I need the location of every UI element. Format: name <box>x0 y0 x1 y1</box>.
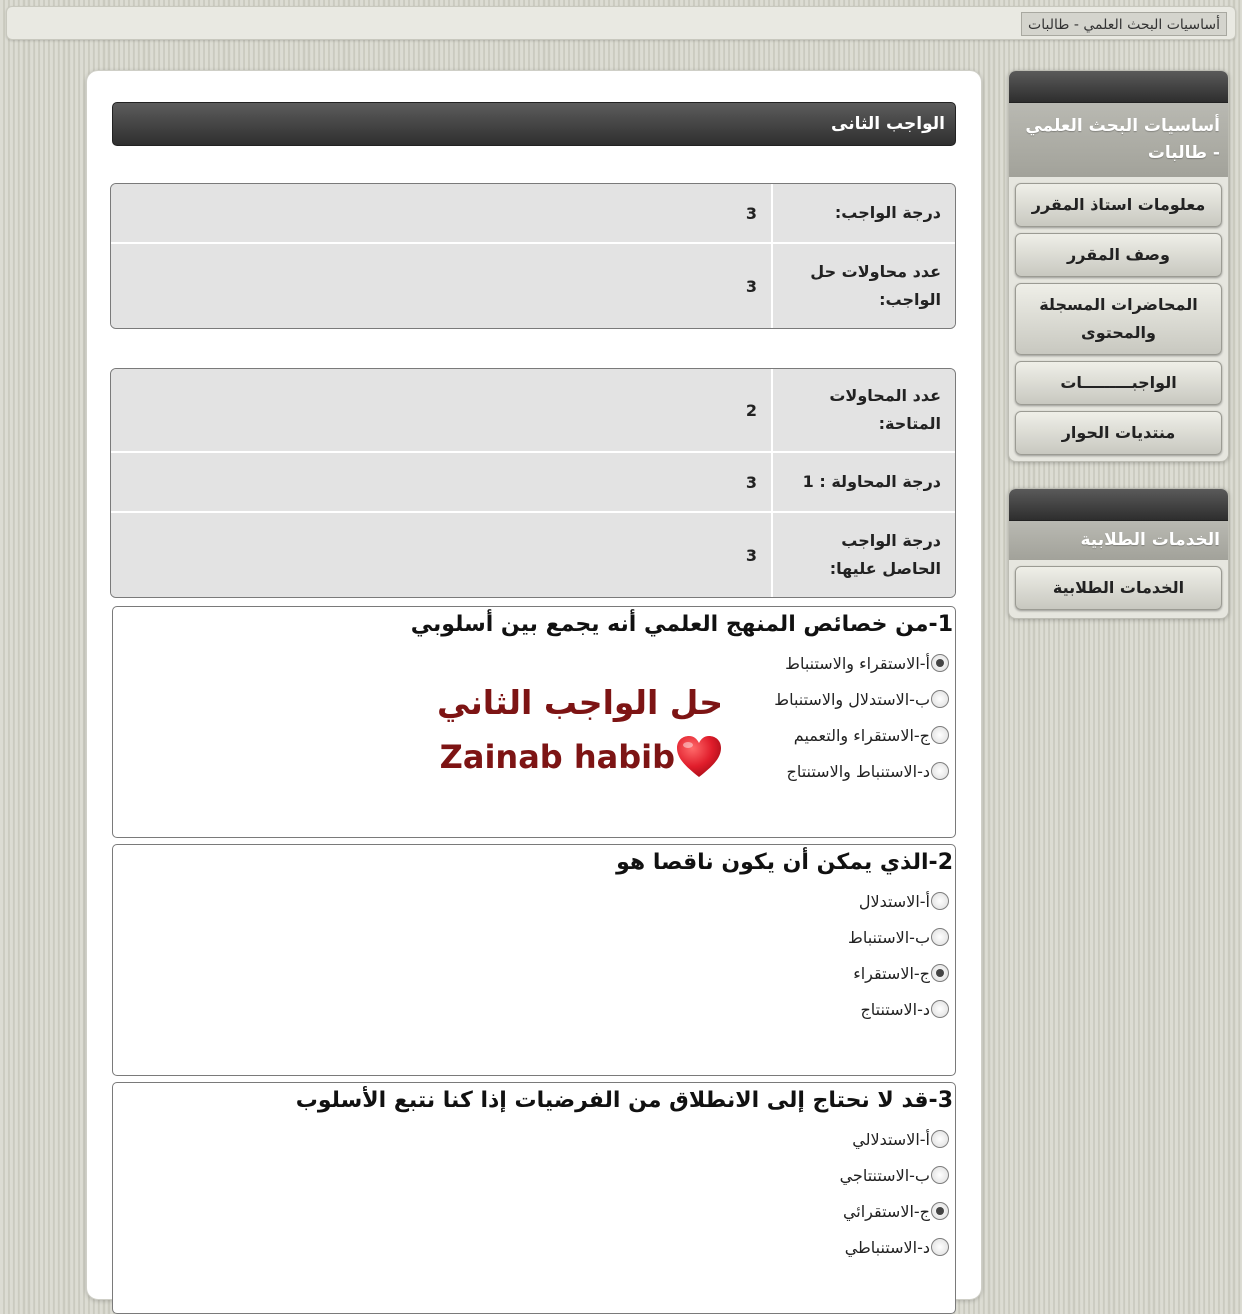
radio-button[interactable] <box>931 654 949 672</box>
radio-button[interactable] <box>931 1238 949 1256</box>
option-label: د-الاستنباط والاستنتاج <box>786 761 930 781</box>
question-3 <box>112 1082 956 1314</box>
sidebar-course-title: أساسيات البحث العلمي - طالبات <box>1009 103 1228 177</box>
option-2d[interactable] <box>113 991 955 1027</box>
table-row <box>111 369 955 453</box>
options-group <box>113 1117 955 1265</box>
sidebar-header-bar <box>1009 71 1228 103</box>
question-text: 2-الذي يمكن أن يكون ناقصا هو <box>616 850 953 875</box>
main-panel <box>86 70 982 1300</box>
sidebar-course-menu <box>1008 70 1229 462</box>
sidebar-services-title: الخدمات الطلابية <box>1009 521 1228 560</box>
options-group <box>113 879 955 1027</box>
page-title: الواجب الثانى <box>112 102 956 146</box>
watermark-author <box>423 731 723 783</box>
radio-button[interactable] <box>931 1000 949 1018</box>
radio-button[interactable] <box>931 928 949 946</box>
option-label: ج-الاستقرائي <box>842 1201 930 1221</box>
top-bar <box>6 6 1236 40</box>
attempts-allowed-label: عدد محاولات حل الواجب: <box>771 244 955 328</box>
table-row <box>111 513 955 597</box>
table-row <box>111 184 955 244</box>
attempts-allowed-value: 3 <box>111 244 771 328</box>
option-label: أ-الاستدلال <box>858 891 930 911</box>
radio-button[interactable] <box>931 964 949 982</box>
option-label: ب-الاستنباط <box>848 927 930 947</box>
obtained-grade-value: 3 <box>111 513 771 597</box>
table-row <box>111 244 955 328</box>
option-label: ب-الاستدلال والاستنباط <box>774 689 930 709</box>
table-row <box>111 453 955 513</box>
assignment-grade-label: درجة الواجب: <box>771 184 955 244</box>
question-text: 1-من خصائص المنهج العلمي أنه يجمع بين أسلوبي <box>410 612 953 637</box>
question-1 <box>112 606 956 838</box>
watermark-title: حل الواجب الثاني <box>437 683 723 722</box>
option-2a[interactable] <box>113 883 955 919</box>
question-2 <box>112 844 956 1076</box>
attempts-remaining-value: 2 <box>111 369 771 453</box>
option-label: أ-الاستقراء والاستنباط <box>785 653 930 673</box>
attempt-info-table <box>110 368 956 598</box>
option-label: ب-الاستنتاجي <box>839 1165 930 1185</box>
sidebar-item-course-description[interactable]: وصف المقرر <box>1015 233 1222 277</box>
option-2c[interactable] <box>113 955 955 991</box>
sidebar-item-assignments[interactable]: الواجبـــــــــات <box>1015 361 1222 405</box>
obtained-grade-label: درجة الواجب الحاصل عليها: <box>771 513 955 597</box>
option-2b[interactable] <box>113 919 955 955</box>
radio-button[interactable] <box>931 1130 949 1148</box>
radio-button[interactable] <box>931 690 949 708</box>
option-3a[interactable] <box>113 1121 955 1157</box>
option-label: ج-الاستقراء والتعميم <box>793 725 930 745</box>
option-label: د-الاستنباطي <box>844 1237 930 1257</box>
radio-button[interactable] <box>931 1166 949 1184</box>
sidebar-item-recorded-lectures[interactable]: المحاضرات المسجلة والمحتوى <box>1015 283 1222 355</box>
sidebar-item-student-services[interactable]: الخدمات الطلابية <box>1015 566 1222 610</box>
heart-icon <box>675 734 723 780</box>
radio-button[interactable] <box>931 892 949 910</box>
option-3d[interactable] <box>113 1229 955 1265</box>
option-label: ج-الاستقراء <box>853 963 930 983</box>
radio-button[interactable] <box>931 1202 949 1220</box>
sidebar-item-instructor-info[interactable]: معلومات استاذ المقرر <box>1015 183 1222 227</box>
assignment-grade-value: 3 <box>111 184 771 244</box>
attempts-remaining-label: عدد المحاولات المتاحة: <box>771 369 955 453</box>
attempt-grade-label: درجة المحاولة : 1 <box>771 453 955 513</box>
question-text: 3-قد لا نحتاج إلى الانطلاق من الفرضيات إذا كنا نتبع الأسلوب <box>295 1088 953 1113</box>
sidebar-header-bar <box>1009 489 1228 521</box>
option-3c[interactable] <box>113 1193 955 1229</box>
sidebar-item-forums[interactable]: منتديات الحوار <box>1015 411 1222 455</box>
radio-button[interactable] <box>931 762 949 780</box>
course-breadcrumb[interactable]: أساسيات البحث العلمي - طالبات <box>1021 12 1227 36</box>
option-label: أ-الاستدلالي <box>852 1129 930 1149</box>
sidebar-services-menu <box>1008 488 1229 619</box>
option-3b[interactable] <box>113 1157 955 1193</box>
option-label: د-الاستنتاج <box>860 999 930 1019</box>
watermark-overlay <box>423 675 723 783</box>
attempt-grade-value: 3 <box>111 453 771 513</box>
assignment-info-table <box>110 183 956 329</box>
watermark-author-name: Zainab habib <box>439 738 675 776</box>
radio-button[interactable] <box>931 726 949 744</box>
